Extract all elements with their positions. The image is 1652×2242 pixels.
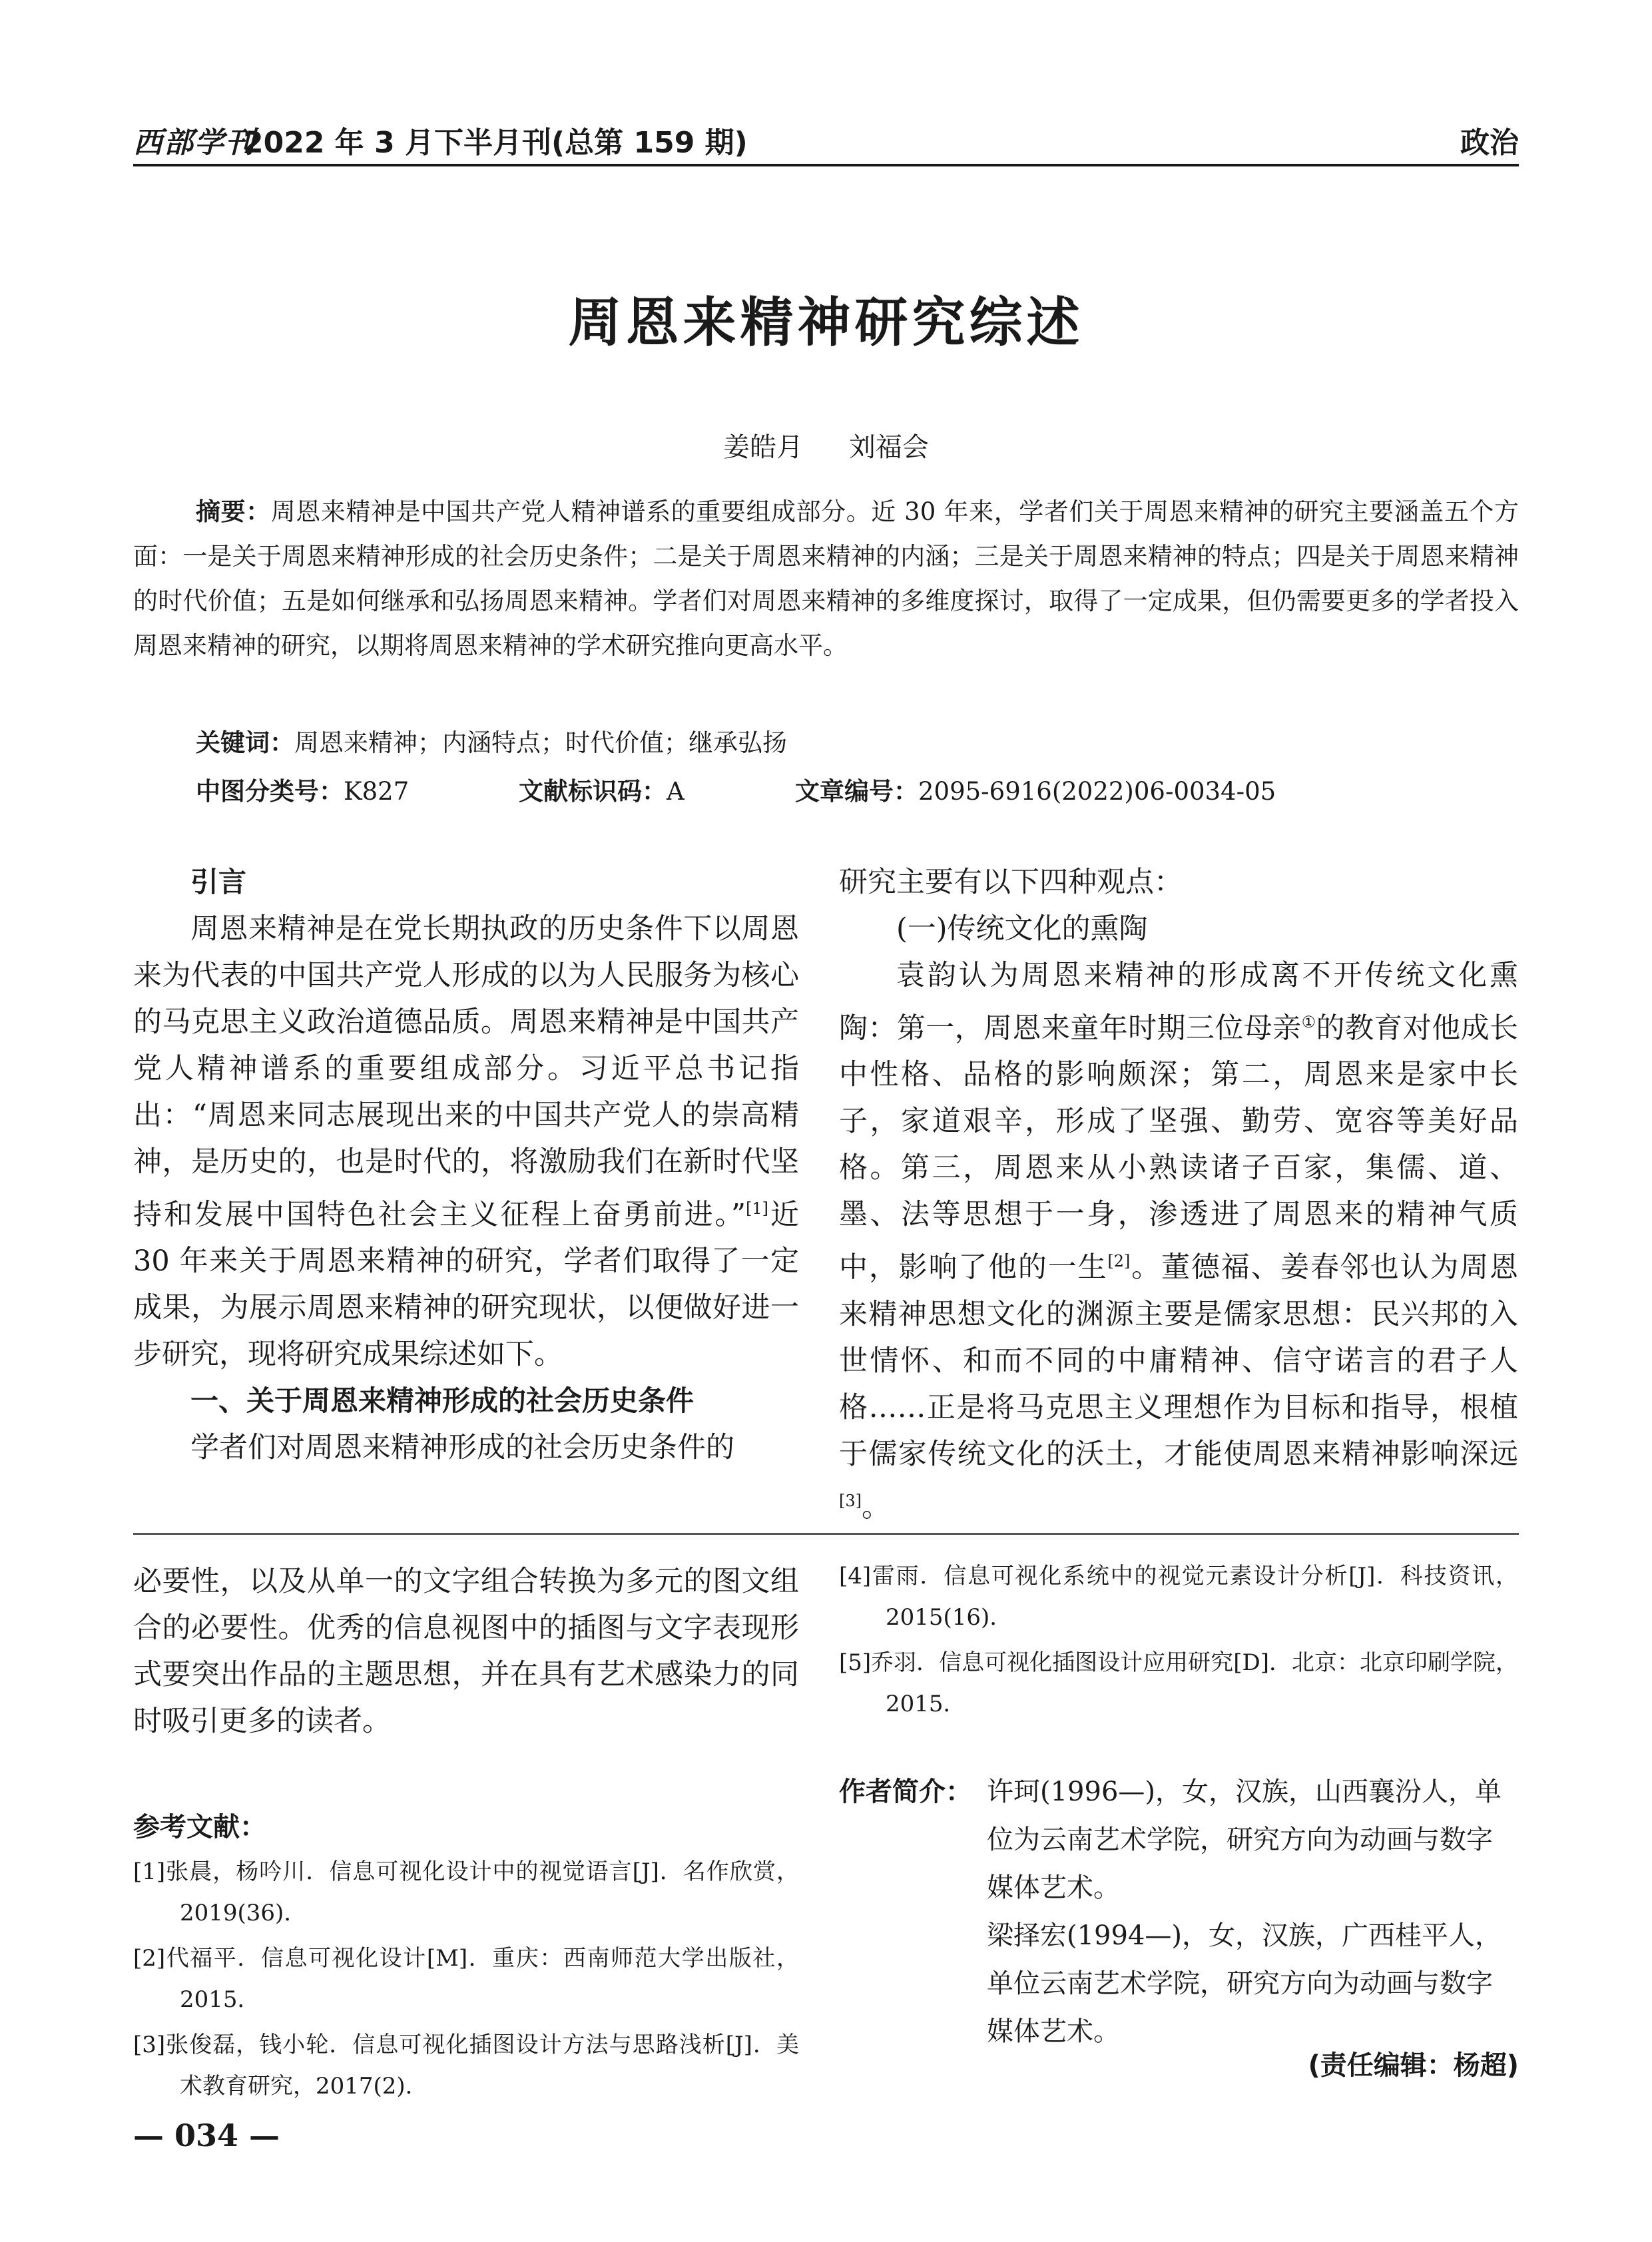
section1-heading: 一、关于周恩来精神形成的社会历史条件: [190, 1384, 694, 1418]
doc-code-value: A: [667, 777, 685, 806]
page-number: — 034 —: [133, 2117, 280, 2153]
header-divider: [133, 164, 1519, 166]
doc-code: [519, 771, 685, 807]
para-text: 的教育对他成长中性格、品格的影响颇深；第二，周恩来是家中长子，家道艰辛，形成了坚强、勤劳、宽容等美好品格。第三，周恩来从小熟读诸子百家，集儒、道、墨、法等思想于一身，渗透进了周恩来的精神气质中，影响了他的一生: [839, 1011, 1519, 1284]
para-text: 。: [862, 1490, 890, 1524]
reference-item: [5]乔羽．信息可视化插图设计应用研究[D]．北京：北京印刷学院，2015．: [839, 1649, 1518, 1717]
author-name: 刘福会: [848, 432, 929, 463]
article-title: 周恩来精神研究综述: [568, 292, 1084, 354]
citation-mark: [1]: [746, 1199, 769, 1218]
intro-heading: 引言: [190, 866, 247, 898]
reference-item: [4]雷雨．信息可视化系统中的视觉元素设计分析[J]．科技资讯，2015(16)．: [839, 1563, 1518, 1631]
abstract-text: 周恩来精神是中国共产党人精神谱系的重要组成部分。近 30 年来，学者们关于周恩来精神的研究主要涵盖五个方面：一是关于周恩来精神形成的社会历史条件；二是关于周恩来精神的内涵；三是关于周恩来精神的特点；四是关于周恩来精神的时代价值；五是如何继承和弘扬周恩来精神。学者们对周恩来精神的多维度探讨，取得了一定成果，但仍需要更多的学者投入周恩来精神的研究，以期将周恩来精神的学术研究推向更高水平。: [133, 497, 1519, 660]
author-intro-label: 作者简介：: [839, 1777, 972, 1807]
keywords-text: 周恩来精神；内涵特点；时代价值；继承弘扬: [294, 728, 787, 757]
para-text: 袁韵认为周恩来精神的形成离不开传统文化熏陶：第一，周恩来童年时期三位母亲: [839, 959, 1518, 1045]
intro-paragraph: [133, 906, 799, 1378]
previous-article-text: 必要性，以及从单一的文字组合转换为多元的图文组合的必要性。优秀的信息视图中的插图与文字表现形式要突出作品的主题思想，并在具有艺术感染力的同时吸引更多的读者。: [133, 1565, 799, 1738]
references-heading: 参考文献：: [133, 1812, 266, 1842]
keywords-label: 关键词：: [196, 728, 294, 757]
author-intro-2: 梁择宏(1994—)，女，汉族，广西桂平人，单位云南艺术学院，研究方向为动画与数字媒体艺术。: [987, 1920, 1502, 2047]
reference-item: [3]张俊磊，钱小轮．信息可视化插图设计方法与思路浅析[J]．美术教育研究，2017(2)．: [133, 2032, 799, 2100]
right-column: [839, 859, 1518, 1530]
abstract-label: 摘要：: [196, 497, 271, 526]
author-intro-row: [839, 1768, 1518, 1912]
references-list-left: [133, 1851, 799, 2111]
intro-text-tail: 近 30 年来关于周恩来精神的研究，学者们取得了一定成果，为展示周恩来精神的研究现状，以便做好进一步研究，现将研究成果综述如下。: [133, 1198, 800, 1372]
reference-item: [2]代福平．信息可视化设计[M]．重庆：西南师范大学出版社，2015．: [133, 1945, 799, 2013]
intro-text: 周恩来精神是在党长期执政的历史条件下以周恩来为代表的中国共产党人形成的以为人民服务为核心的马克思主义政治道德品质。周恩来精神是中国共产党人精神谱系的重要组成部分。习近平总书记指出：“周恩来同志展现出来的中国共产党人的崇高精神，是历史的，也是时代的，将激励我们在新时代坚持和发展中国特色社会主义征程上奋勇前进。”: [133, 912, 799, 1232]
keywords: [196, 722, 787, 758]
abstract: [133, 489, 1519, 668]
issue-info: 2022 年 3 月下半月刊(总第 159 期): [243, 126, 748, 160]
section-label: 政治: [1460, 126, 1519, 160]
author-line: [0, 426, 1652, 464]
para-text: 。董德福、姜春邻也认为周恩来精神思想文化的渊源主要是儒家思想：民兴邦的入世情怀、和而不同的中庸精神、信守诺言的君子人格……正是将马克思主义理想作为目标和指导，根植于儒家传统文化的沃土，才能使周恩来精神影响深远: [839, 1251, 1519, 1471]
author-intro-row: [839, 1912, 1518, 2056]
left-column: [133, 859, 799, 1471]
section1-paragraph: 学者们对周恩来精神形成的社会历史条件的: [190, 1431, 734, 1465]
citation-mark: [2]: [1107, 1252, 1131, 1271]
article-number-value: 2095-6916(2022)06-0034-05: [918, 777, 1276, 806]
references-list-right: [839, 1555, 1518, 1729]
running-header: [133, 113, 1519, 166]
article-number-label: 文章编号：: [795, 777, 918, 806]
footnote-mark: ①: [1301, 1013, 1316, 1031]
author-name: 姜皓月: [723, 432, 804, 463]
continued-text: 研究主要有以下四种观点：: [839, 866, 1183, 899]
subsection-heading: (一)传统文化的熏陶: [896, 912, 1148, 946]
author-introduction: [839, 1768, 1518, 2056]
tradition-paragraph: [839, 952, 1518, 1530]
journal-logo: 西部学刊: [133, 126, 256, 160]
editor-credit: (责任编辑：杨超): [1308, 2050, 1519, 2081]
doc-code-label: 文献标识码：: [519, 777, 667, 806]
clc-label: 中图分类号：: [196, 777, 344, 806]
clc-number: [196, 771, 409, 807]
classification-line: [196, 771, 1521, 811]
section-divider: [133, 1533, 1519, 1535]
author-intro-1: 许珂(1996—)，女，汉族，山西襄汾人，单位为云南艺术学院，研究方向为动画与数字媒体艺术。: [987, 1777, 1502, 1903]
reference-item: [1]张晨，杨吟川．信息可视化设计中的视觉语言[J]．名作欣赏，2019(36)．: [133, 1858, 799, 1926]
clc-value: K827: [344, 777, 410, 806]
citation-mark: [3]: [839, 1491, 862, 1510]
article-number: [795, 771, 1276, 807]
